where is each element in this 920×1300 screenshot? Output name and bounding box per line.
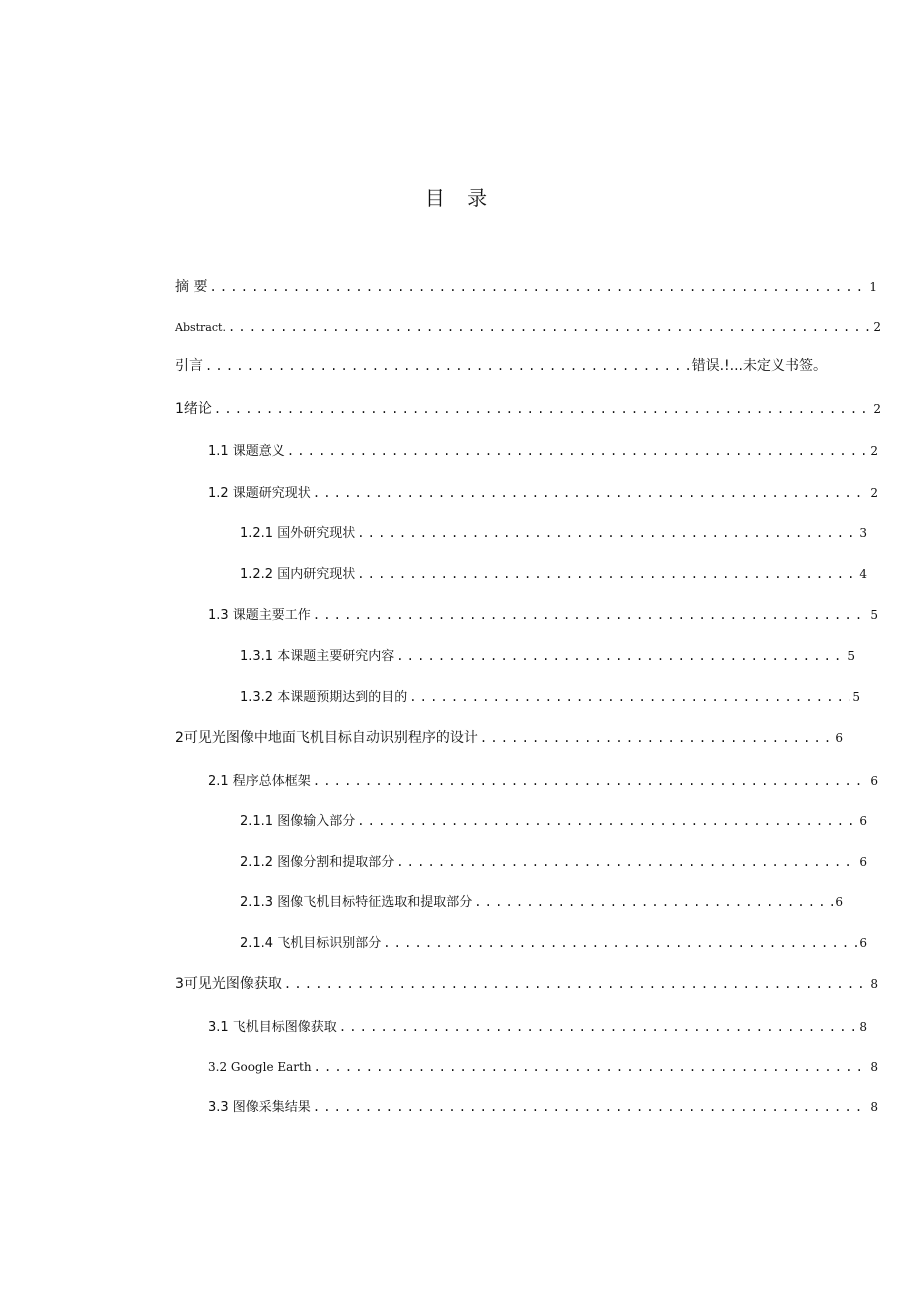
toc-entry-label: 3.1 飞机目标图像获取 [208,1020,337,1035]
toc-entry-label: 1.2.1 国外研究现状 [240,526,356,541]
toc-page-number: 4 [859,567,867,581]
page-title: 目 录 [424,186,496,210]
toc-entry-label: 3.3 图像采集结果 [208,1100,311,1115]
toc-entry-label: 引言 [175,358,203,374]
toc-dot-leader [396,645,845,667]
toc-page-number: 5 [847,649,855,663]
toc-entry-1-2[interactable] [208,482,878,504]
toc-entry-label: 2可见光图像中地面飞机目标自动识别程序的设计 [175,730,478,746]
toc-dot-leader [313,604,869,626]
toc-entry-label: 1.3.2 本课题预期达到的目的 [240,690,408,705]
toc-entry-ch3[interactable] [175,973,878,995]
toc-page-number: 2 [873,402,881,416]
toc-dot-leader [396,851,857,873]
toc-page-number: 2 [870,444,878,458]
toc-entry-abstract-cn[interactable] [175,276,877,298]
toc-entry-1-2-1[interactable] [240,522,867,544]
toc-entry-2-1-3[interactable] [240,891,843,913]
toc-entry-label: 3可见光图像获取 [175,976,282,992]
toc-page-number: 2 [870,486,878,500]
toc-entry-label: 2.1 程序总体框架 [208,774,311,789]
toc-entry-1-1[interactable] [208,440,878,462]
toc-dot-leader [409,686,850,708]
toc-dot-leader [284,973,868,995]
toc-dot-leader [287,440,869,462]
toc-dot-leader [480,727,833,749]
toc-dot-leader [313,482,869,504]
toc-entry-introduction[interactable] [175,355,827,377]
toc-entry-label: 1.2.2 国内研究现状 [240,567,356,582]
toc-entry-label: 1.3 课题主要工作 [208,608,311,623]
toc-page-number: 5 [870,608,878,622]
toc-entry-3-1[interactable] [208,1016,867,1038]
toc-page-number: 6 [835,731,843,745]
toc-dot-leader [313,1096,869,1118]
toc-dot-leader [209,276,867,298]
toc-entry-1-3-2[interactable] [240,686,860,708]
toc-page-number: 6 [859,814,867,828]
toc-entry-ch1[interactable] [175,398,881,420]
toc-entry-label: Abstract. [175,321,226,334]
toc-dot-leader [357,563,857,585]
toc-page-number: 8 [870,1100,878,1114]
toc-dot-leader [314,1056,869,1078]
toc-page-number: 6 [870,774,878,788]
toc-entry-3-2[interactable] [208,1056,878,1078]
toc-page-number: 8 [870,977,878,991]
toc-entry-label: 摘 要 [175,279,208,295]
toc-page-number: 1 [869,280,877,294]
toc-entry-label: 2.1.2 图像分割和提取部分 [240,855,395,870]
toc-page-number: 8 [859,1020,867,1034]
toc-entry-1-3-1[interactable] [240,645,855,667]
toc-dot-leader [228,316,871,338]
toc-entry-label: 2.1.1 图像输入部分 [240,814,356,829]
toc-dot-leader [214,398,871,420]
toc-entry-label: 1.1 课题意义 [208,444,285,459]
toc-entry-label: 2.1.3 图像飞机目标特征选取和提取部分 [240,895,473,910]
toc-page-error: 错误.!...未定义书签。 [691,358,827,374]
toc-entry-2-1-4[interactable] [240,932,867,954]
toc-entry-1-2-2[interactable] [240,563,867,585]
toc-entry-label: 1.3.1 本课题主要研究内容 [240,649,395,664]
toc-entry-label: 2.1.4 飞机目标识别部分 [240,936,382,951]
toc-entry-label: 1.2 课题研究现状 [208,486,311,501]
toc-dot-leader [357,522,857,544]
toc-entry-2-1-2[interactable] [240,851,867,873]
toc-dot-leader [313,770,869,792]
toc-page-number: 5 [852,690,860,704]
toc-entry-3-3[interactable] [208,1096,878,1118]
toc-entry-ch2[interactable] [175,727,843,749]
toc-page-number: 6 [859,855,867,869]
toc-page-number: 3 [859,526,867,540]
toc-dot-leader [357,810,857,832]
toc-entry-1-3[interactable] [208,604,878,626]
toc-entry-abstract-en[interactable] [175,316,881,338]
toc-dot-leader [205,355,690,377]
toc-dot-leader [474,891,833,913]
toc-entry-label: 3.2 Google Earth [208,1060,312,1074]
toc-dot-leader [383,932,857,954]
toc-entry-2-1[interactable] [208,770,878,792]
toc-page-number: 8 [870,1060,878,1074]
toc-entry-2-1-1[interactable] [240,810,867,832]
toc-page-number: 2 [873,320,881,334]
toc-dot-leader [339,1016,858,1038]
toc-page-number: 6 [859,936,867,950]
toc-entry-label: 1绪论 [175,401,212,417]
toc-page-number: 6 [835,895,843,909]
